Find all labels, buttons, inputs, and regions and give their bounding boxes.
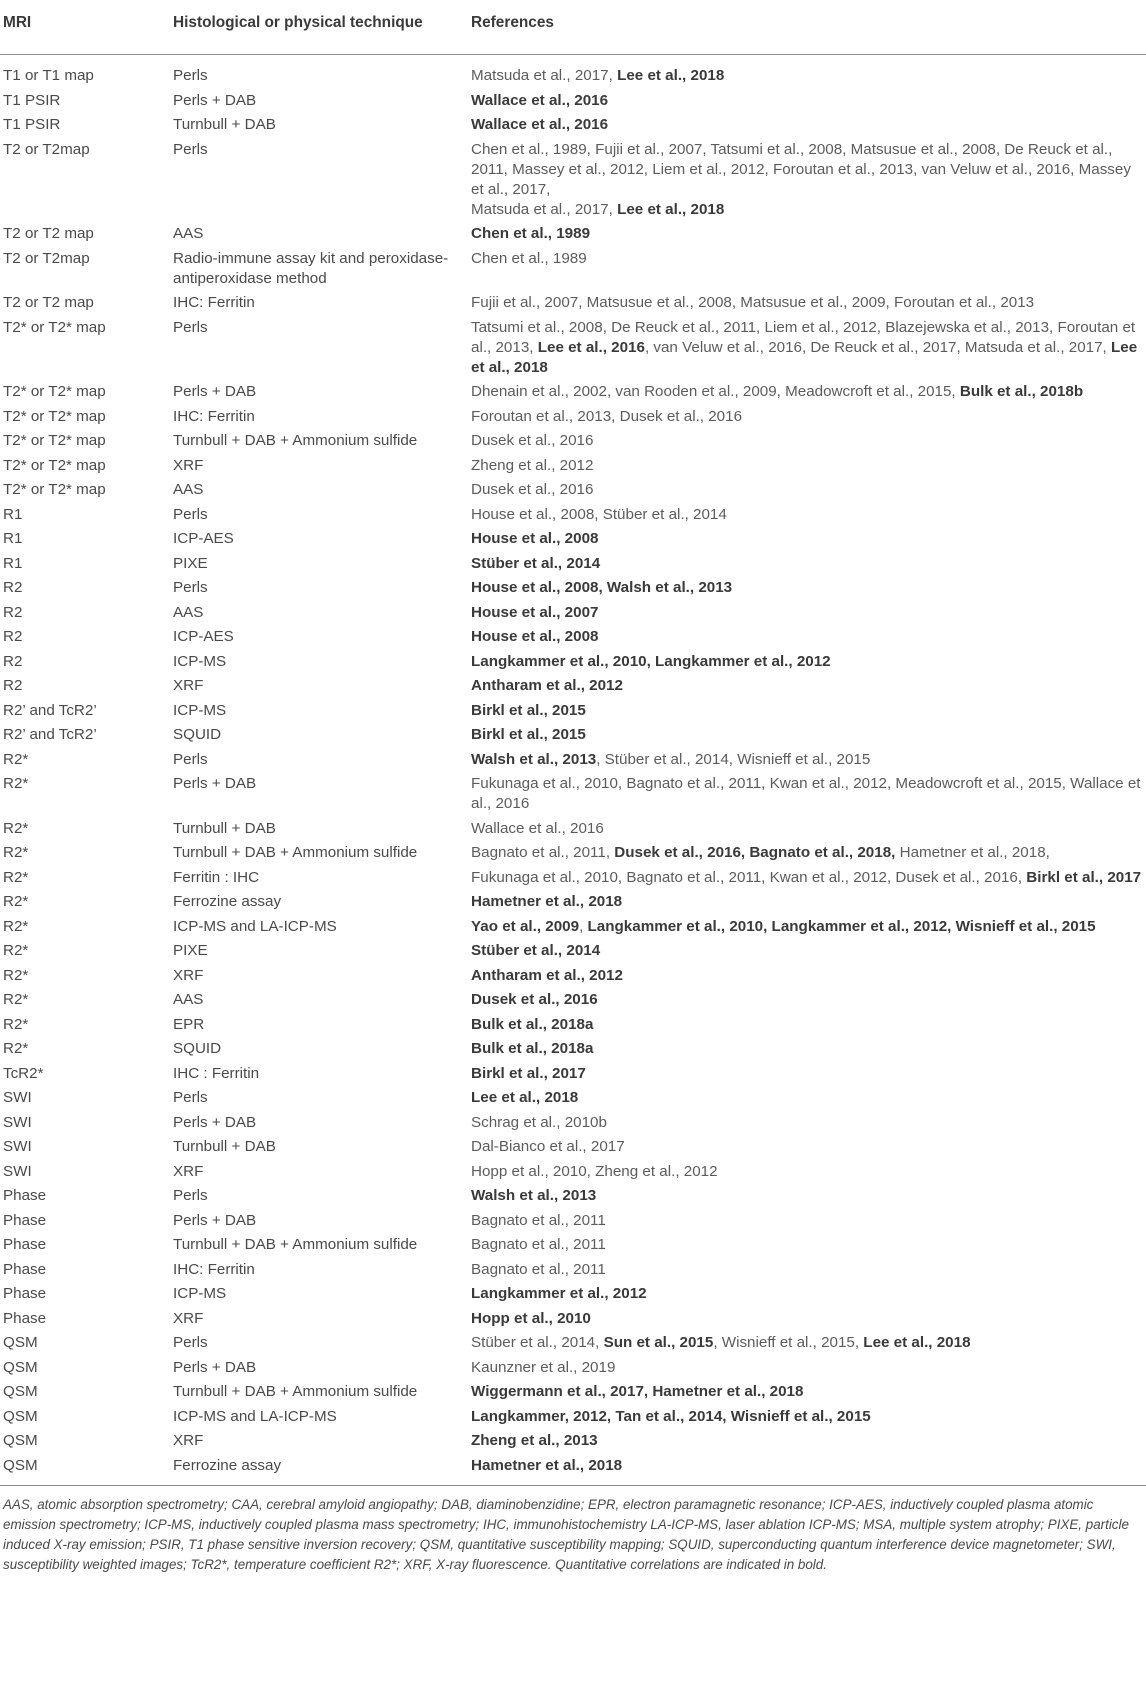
table-row bbox=[0, 113, 1146, 138]
cell-technique: Perls + DAB bbox=[173, 383, 257, 400]
cell-references bbox=[471, 625, 1146, 650]
cell-technique: SQUID bbox=[173, 1040, 222, 1057]
reference: Tatsumi et al., 2008, De Reuck et al., 2011, Liem et al., 2012, Blazejewska et al., 2013, Foroutan et al., 2013, bbox=[471, 318, 1136, 356]
cell-technique: AAS bbox=[173, 991, 204, 1008]
table-row bbox=[0, 1037, 1146, 1062]
reference-quantitative: Lee et al., 2018 bbox=[617, 67, 725, 84]
cell-mri: R2 bbox=[3, 628, 23, 645]
reference: Stüber et al., 2014, bbox=[471, 1334, 604, 1351]
cell-references bbox=[471, 1429, 1146, 1454]
cell-technique: IHC: Ferritin bbox=[173, 294, 255, 311]
cell-mri: R2* bbox=[3, 750, 29, 768]
cell-references bbox=[471, 1062, 1146, 1087]
cell-mri: R1 bbox=[3, 530, 23, 547]
reference: , Wisnieff et al., 2015, bbox=[713, 1334, 864, 1351]
cell-mri: R2* bbox=[3, 893, 29, 910]
cell-mri: T2* or T2* map bbox=[3, 383, 106, 400]
table-row bbox=[0, 915, 1146, 940]
reference: Fukunaga et al., 2010, Bagnato et al., 2011, Kwan et al., 2012, Meadowcroft et al., 2015, Wallace et al., 2016 bbox=[471, 775, 1141, 812]
reference: Bagnato et al., 2011 bbox=[471, 1236, 606, 1253]
reference: Hametner et al., 2018, bbox=[895, 844, 1050, 861]
cell-technique: Perls bbox=[173, 579, 208, 596]
cell-references bbox=[471, 772, 1146, 817]
cell-references bbox=[471, 699, 1146, 724]
cell-references bbox=[471, 988, 1146, 1013]
header-mri: MRI bbox=[0, 0, 173, 55]
cell-mri: QSM bbox=[0, 1454, 173, 1486]
reference: Schrag et al., 2010b bbox=[471, 1113, 607, 1131]
table-row bbox=[0, 1454, 1146, 1486]
reference-quantitative: House et al., 2007 bbox=[471, 603, 599, 621]
table-row bbox=[0, 1356, 1146, 1381]
table-row bbox=[0, 674, 1146, 699]
table-row bbox=[0, 988, 1146, 1013]
cell-references bbox=[471, 527, 1146, 552]
reference-quantitative: Yao et al., 2009 bbox=[471, 917, 580, 935]
table-row bbox=[0, 1209, 1146, 1234]
cell-technique: ICP-MS and LA-ICP-MS bbox=[173, 1407, 337, 1425]
cell-references bbox=[471, 964, 1146, 989]
cell-technique: Perls bbox=[173, 1187, 208, 1204]
cell-references bbox=[471, 1331, 1146, 1356]
cell-technique: Perls bbox=[173, 1089, 208, 1106]
cell-technique: EPR bbox=[173, 1015, 205, 1033]
reference-quantitative: Lee et al., 2018 bbox=[617, 200, 725, 218]
reference-quantitative: Walsh et al., 2013 bbox=[471, 750, 597, 768]
cell-mri: SWI bbox=[3, 1138, 32, 1155]
cell-references bbox=[471, 429, 1146, 454]
cell-technique: Ferrozine assay bbox=[173, 1454, 471, 1486]
cell-technique: AAS bbox=[173, 603, 204, 621]
cell-references bbox=[471, 1307, 1146, 1332]
reference-quantitative: Langkammer et al., 2010, Langkammer et al., 2012, Wisnieff et al., 2015 bbox=[587, 917, 1096, 935]
cell-technique: XRF bbox=[173, 1432, 204, 1449]
reference: Dusek et al., 2016 bbox=[471, 481, 594, 498]
cell-technique: Perls bbox=[173, 750, 208, 768]
table-row bbox=[0, 625, 1146, 650]
cell-references bbox=[471, 222, 1146, 247]
cell-technique: Perls bbox=[173, 140, 208, 158]
table-row bbox=[0, 222, 1146, 247]
cell-technique: ICP-MS bbox=[173, 1285, 227, 1302]
reference: Fujii et al., 2007, Matsusue et al., 2008, Matsusue et al., 2009, Foroutan et al., 2013 bbox=[471, 294, 1035, 311]
cell-references bbox=[471, 601, 1146, 626]
table-row bbox=[0, 316, 1146, 381]
cell-mri: T2* or T2* map bbox=[3, 318, 106, 336]
table-row bbox=[0, 1307, 1146, 1332]
cell-technique: PIXE bbox=[173, 554, 208, 572]
cell-references bbox=[471, 454, 1146, 479]
cell-technique: Turnbull + DAB + Ammonium sulfide bbox=[173, 1236, 418, 1253]
cell-mri: T1 PSIR bbox=[3, 116, 61, 133]
cell-mri: R1 bbox=[3, 505, 23, 523]
reference-quantitative: Sun et al., 2015 bbox=[603, 1334, 714, 1351]
table-row bbox=[0, 478, 1146, 503]
cell-references bbox=[471, 380, 1146, 405]
cell-technique: Turnbull + DAB + Ammonium sulfide bbox=[173, 1383, 418, 1400]
cell-references bbox=[471, 1209, 1146, 1234]
table-row bbox=[0, 1062, 1146, 1087]
cell-mri: R2’ and TcR2’ bbox=[3, 701, 97, 719]
table-row bbox=[0, 1331, 1146, 1356]
cell-references bbox=[471, 1233, 1146, 1258]
cell-technique: ICP-AES bbox=[173, 628, 234, 645]
cell-references bbox=[471, 478, 1146, 503]
cell-technique: Ferrozine assay bbox=[173, 893, 282, 910]
cell-references bbox=[471, 1037, 1146, 1062]
table-row bbox=[0, 964, 1146, 989]
cell-mri: R2 bbox=[3, 579, 23, 596]
cell-technique: ICP-MS bbox=[173, 652, 227, 670]
table-row bbox=[0, 429, 1146, 454]
table-row bbox=[0, 1184, 1146, 1209]
reference-quantitative: Lee et al., 2018 bbox=[471, 338, 1138, 376]
cell-technique: Perls + DAB bbox=[173, 1358, 257, 1376]
cell-references bbox=[471, 1135, 1146, 1160]
reference-quantitative: Bulk et al., 2018a bbox=[471, 1015, 594, 1033]
reference-quantitative: Zheng et al., 2013 bbox=[471, 1432, 598, 1449]
reference: Chen et al., 1989, Fujii et al., 2007, Tatsumi et al., 2008, Matsusue et al., 2008, De Reuck et al., 2011, Massey et al., 2012, Liem et al., 2012, Foroutan et al., 2013, van Veluw et al., 2016, Massey et al., 2017, bbox=[471, 140, 1131, 198]
cell-technique: Turnbull + DAB + Ammonium sulfide bbox=[173, 432, 418, 449]
reference-quantitative: Birkl et al., 2017 bbox=[1026, 868, 1142, 886]
cell-technique: ICP-AES bbox=[173, 530, 234, 547]
cell-mri: Phase bbox=[3, 1260, 47, 1278]
cell-mri: QSM bbox=[3, 1407, 38, 1425]
cell-references bbox=[471, 89, 1146, 114]
reference: Chen et al., 1989 bbox=[471, 249, 587, 267]
table-footnote: AAS, atomic absorption spectrometry; CAA, cerebral amyloid angiopathy; DAB, diaminobenzidine; EPR, electron paramagnetic resonance; ICP-AES, inductively coupled plasma atomic emission spectrometry; ICP-MS, inductively coupled plasma mass spectrometry; IHC, immunohistochemistry LA-ICP-MS, laser ablation ICP-MS; MSA, multiple system atrophy; PIXE, particle induced X-ray emission; PSIR, T1 phase sensitive inversion recovery; QSM, quantitative susceptibility mapping; SQUID, superconducting quantum interference device magnetometer; SWI, susceptibility weighted images; TcR2*, temperature coefficient R2*; XRF, X-ray fluorescence. Quantitative correlations are indicated in bold. bbox=[3, 1496, 1129, 1572]
table-row bbox=[0, 576, 1146, 601]
cell-technique: Perls + DAB bbox=[173, 91, 257, 109]
table-row bbox=[0, 1160, 1146, 1185]
reference-quantitative: Bulk et al., 2018a bbox=[471, 1040, 594, 1057]
cell-mri: R2’ and TcR2’ bbox=[3, 726, 97, 743]
table-row bbox=[0, 699, 1146, 724]
reference-quantitative: Birkl et al., 2015 bbox=[471, 701, 586, 719]
table-row bbox=[0, 380, 1146, 405]
cell-technique: Radio-immune assay kit and peroxidase-antiperoxidase method bbox=[173, 249, 449, 287]
cell-references bbox=[471, 650, 1146, 675]
cell-mri: R2* bbox=[3, 1015, 29, 1033]
reference-quantitative: Hopp et al., 2010 bbox=[471, 1309, 591, 1327]
table-row bbox=[0, 55, 1146, 89]
reference: Dhenain et al., 2002, van Rooden et al., 2009, Meadowcroft et al., 2015, bbox=[471, 383, 960, 400]
cell-references bbox=[471, 1380, 1146, 1405]
cell-technique: Perls bbox=[173, 318, 208, 336]
header-row bbox=[0, 0, 1146, 55]
cell-mri: Phase bbox=[3, 1236, 47, 1253]
cell-mri: SWI bbox=[3, 1162, 32, 1180]
cell-mri: R2* bbox=[3, 991, 29, 1008]
table-row bbox=[0, 939, 1146, 964]
cell-references bbox=[471, 817, 1146, 842]
reference-quantitative: Stüber et al., 2014 bbox=[471, 942, 601, 959]
cell-references bbox=[471, 316, 1146, 381]
cell-references bbox=[471, 748, 1146, 773]
reference-quantitative: House et al., 2008, Walsh et al., 2013 bbox=[471, 579, 733, 596]
reference-quantitative: House et al., 2008 bbox=[471, 628, 599, 645]
reference: Foroutan et al., 2013, Dusek et al., 2016 bbox=[471, 407, 743, 425]
cell-technique: AAS bbox=[173, 225, 204, 242]
cell-references bbox=[471, 113, 1146, 138]
table-row bbox=[0, 1233, 1146, 1258]
cell-mri: QSM bbox=[3, 1432, 38, 1449]
cell-references bbox=[471, 576, 1146, 601]
table-row bbox=[0, 1111, 1146, 1136]
reference-quantitative: Lee et al., 2018 bbox=[471, 1089, 579, 1106]
table-row bbox=[0, 1380, 1146, 1405]
cell-references bbox=[471, 890, 1146, 915]
cell-references bbox=[471, 1405, 1146, 1430]
cell-references bbox=[471, 674, 1146, 699]
table-row bbox=[0, 247, 1146, 292]
reference: House et al., 2008, Stüber et al., 2014 bbox=[471, 505, 727, 523]
cell-technique: XRF bbox=[173, 456, 204, 474]
cell-technique: Perls + DAB bbox=[173, 775, 257, 792]
table-row bbox=[0, 138, 1146, 223]
cell-mri: R2* bbox=[3, 775, 29, 792]
reference-quantitative: Hametner et al., 2018 bbox=[471, 1456, 623, 1474]
reference-quantitative: Dusek et al., 2016, Bagnato et al., 2018, bbox=[614, 844, 896, 861]
cell-technique: XRF bbox=[173, 966, 204, 984]
reference: , bbox=[579, 917, 588, 935]
cell-references bbox=[471, 503, 1146, 528]
table-row bbox=[0, 552, 1146, 577]
cell-references bbox=[471, 291, 1146, 316]
cell-mri: Phase bbox=[3, 1187, 47, 1204]
cell-technique: XRF bbox=[173, 1162, 204, 1180]
cell-mri: R2 bbox=[3, 652, 23, 670]
cell-mri: SWI bbox=[3, 1113, 32, 1131]
cell-technique: IHC : Ferritin bbox=[173, 1064, 260, 1082]
cell-mri: Phase bbox=[3, 1309, 47, 1327]
table-row bbox=[0, 1135, 1146, 1160]
reference: Dal-Bianco et al., 2017 bbox=[471, 1138, 625, 1155]
cell-technique: Turnbull + DAB bbox=[173, 1138, 276, 1155]
cell-technique: IHC: Ferritin bbox=[173, 1260, 255, 1278]
cell-references bbox=[471, 552, 1146, 577]
cell-mri: R2* bbox=[3, 819, 29, 837]
cell-technique: Ferritin : IHC bbox=[173, 868, 260, 886]
reference-quantitative: Antharam et al., 2012 bbox=[471, 966, 623, 984]
cell-technique: ICP-MS and LA-ICP-MS bbox=[173, 917, 337, 935]
reference-quantitative: Wiggermann et al., 2017, Hametner et al., 2018 bbox=[471, 1383, 804, 1400]
table-row bbox=[0, 527, 1146, 552]
reference-quantitative: Birkl et al., 2017 bbox=[471, 1064, 586, 1082]
cell-mri: Phase bbox=[3, 1285, 47, 1302]
cell-mri: T2 or T2map bbox=[3, 249, 90, 267]
table-row bbox=[0, 817, 1146, 842]
table-row bbox=[0, 405, 1146, 430]
cell-mri: QSM bbox=[3, 1334, 38, 1351]
table-row bbox=[0, 601, 1146, 626]
cell-technique: AAS bbox=[173, 481, 204, 498]
reference-quantitative: Langkammer et al., 2012 bbox=[471, 1285, 647, 1302]
table-row bbox=[0, 890, 1146, 915]
header-references: References bbox=[471, 0, 1146, 55]
table-row bbox=[0, 1282, 1146, 1307]
cell-technique: IHC: Ferritin bbox=[173, 407, 255, 425]
cell-mri: SWI bbox=[3, 1089, 32, 1106]
cell-mri: R2 bbox=[3, 677, 23, 694]
reference-quantitative: Bulk et al., 2018b bbox=[959, 383, 1084, 400]
table-row bbox=[0, 89, 1146, 114]
cell-technique: Perls bbox=[173, 67, 208, 84]
reference-quantitative: Walsh et al., 2013 bbox=[471, 1187, 597, 1204]
table-row bbox=[0, 1086, 1146, 1111]
cell-references bbox=[471, 1086, 1146, 1111]
cell-technique: SQUID bbox=[173, 726, 222, 743]
cell-references bbox=[471, 247, 1146, 292]
cell-references bbox=[471, 1111, 1146, 1136]
cell-references bbox=[471, 939, 1146, 964]
table-row bbox=[0, 748, 1146, 773]
cell-mri: R1 bbox=[3, 554, 23, 572]
reference: Hopp et al., 2010, Zheng et al., 2012 bbox=[471, 1162, 718, 1180]
reference: , Stüber et al., 2014, Wisnieff et al., 2015 bbox=[596, 750, 871, 768]
reference-quantitative: Langkammer et al., 2010, Langkammer et al., 2012 bbox=[471, 652, 831, 670]
table-row bbox=[0, 1258, 1146, 1283]
cell-mri: R2* bbox=[3, 966, 29, 984]
reference-quantitative: House et al., 2008 bbox=[471, 530, 599, 547]
reference: Wallace et al., 2016 bbox=[471, 819, 604, 837]
cell-references bbox=[471, 1160, 1146, 1185]
cell-technique: Turnbull + DAB bbox=[173, 819, 276, 837]
cell-technique: Turnbull + DAB bbox=[173, 116, 276, 133]
cell-technique: Perls + DAB bbox=[173, 1211, 257, 1229]
cell-references bbox=[471, 1454, 1146, 1486]
cell-references bbox=[471, 1013, 1146, 1038]
table-row bbox=[0, 1405, 1146, 1430]
cell-mri: QSM bbox=[3, 1358, 38, 1376]
cell-references bbox=[471, 405, 1146, 430]
cell-mri: T1 or T1 map bbox=[3, 67, 94, 84]
cell-technique: ICP-MS bbox=[173, 701, 227, 719]
reference-quantitative: Lee et al., 2018 bbox=[863, 1334, 971, 1351]
table-row bbox=[0, 1013, 1146, 1038]
cell-references bbox=[471, 723, 1146, 748]
cell-mri: R2* bbox=[3, 868, 29, 886]
reference-quantitative: Dusek et al., 2016 bbox=[471, 991, 598, 1008]
reference-quantitative: Hametner et al., 2018 bbox=[471, 893, 623, 910]
header-technique: Histological or physical technique bbox=[173, 0, 471, 55]
reference: Dusek et al., 2016 bbox=[471, 432, 594, 449]
reference-quantitative: Stüber et al., 2014 bbox=[471, 554, 601, 572]
cell-mri: R2* bbox=[3, 1040, 29, 1057]
table-row bbox=[0, 454, 1146, 479]
reference-quantitative: Antharam et al., 2012 bbox=[471, 677, 623, 694]
reference-quantitative: Lee et al., 2016 bbox=[537, 338, 645, 356]
cell-references bbox=[471, 915, 1146, 940]
cell-references bbox=[471, 138, 1146, 223]
reference: , van Veluw et al., 2016, De Reuck et al., 2017, Matsuda et al., 2017, bbox=[644, 338, 1111, 356]
reference-quantitative: Langkammer, 2012, Tan et al., 2014, Wisnieff et al., 2015 bbox=[471, 1407, 871, 1425]
cell-references bbox=[471, 1258, 1146, 1283]
reference-quantitative: Wallace et al., 2016 bbox=[471, 116, 609, 133]
cell-mri: T2 or T2map bbox=[3, 140, 90, 158]
reference: Bagnato et al., 2011, bbox=[471, 844, 615, 861]
reference: Zheng et al., 2012 bbox=[471, 456, 594, 474]
cell-mri: T2 or T2 map bbox=[3, 294, 94, 311]
table-row bbox=[0, 650, 1146, 675]
cell-mri: Phase bbox=[3, 1211, 47, 1229]
reference-quantitative: Birkl et al., 2015 bbox=[471, 726, 586, 743]
cell-technique: PIXE bbox=[173, 942, 208, 959]
reference: Bagnato et al., 2011 bbox=[471, 1260, 606, 1278]
table-row bbox=[0, 772, 1146, 817]
cell-references bbox=[471, 866, 1146, 891]
reference: Kaunzner et al., 2019 bbox=[471, 1358, 616, 1376]
cell-mri: T1 PSIR bbox=[3, 91, 61, 109]
table-body bbox=[0, 55, 1146, 1486]
cell-mri: T2* or T2* map bbox=[3, 407, 106, 425]
cell-mri: QSM bbox=[3, 1383, 38, 1400]
table-row bbox=[0, 841, 1146, 866]
cell-mri: T2* or T2* map bbox=[3, 432, 106, 449]
cell-mri: R2* bbox=[3, 917, 29, 935]
cell-technique: Perls + DAB bbox=[173, 1113, 257, 1131]
cell-references bbox=[471, 1282, 1146, 1307]
cell-technique: XRF bbox=[173, 1309, 204, 1327]
cell-mri: T2 or T2 map bbox=[3, 225, 94, 242]
table-row bbox=[0, 1429, 1146, 1454]
cell-references bbox=[471, 1184, 1146, 1209]
cell-technique: Turnbull + DAB + Ammonium sulfide bbox=[173, 844, 418, 861]
cell-references bbox=[471, 55, 1146, 89]
reference: Matsuda et al., 2017, bbox=[471, 67, 618, 84]
cell-mri: R2 bbox=[3, 603, 23, 621]
reference: Matsuda et al., 2017, bbox=[471, 200, 618, 218]
cell-mri: T2* or T2* map bbox=[3, 481, 106, 498]
cell-technique: XRF bbox=[173, 677, 204, 694]
table-row bbox=[0, 866, 1146, 891]
reference-quantitative: Chen et al., 1989 bbox=[471, 225, 591, 242]
reference-quantitative: Wallace et al., 2016 bbox=[471, 91, 609, 109]
cell-references bbox=[471, 1356, 1146, 1381]
table-row bbox=[0, 723, 1146, 748]
table-row bbox=[0, 503, 1146, 528]
table-row bbox=[0, 291, 1146, 316]
reference: Bagnato et al., 2011 bbox=[471, 1211, 606, 1229]
cell-mri: R2* bbox=[3, 942, 29, 959]
cell-technique: Perls bbox=[173, 1334, 208, 1351]
cell-mri: R2* bbox=[3, 844, 29, 861]
reference: Fukunaga et al., 2010, Bagnato et al., 2011, Kwan et al., 2012, Dusek et al., 2016, bbox=[471, 868, 1027, 886]
cell-mri: T2* or T2* map bbox=[3, 456, 106, 474]
cell-references bbox=[471, 841, 1146, 866]
table-header bbox=[0, 0, 1146, 55]
cell-mri: TcR2* bbox=[3, 1064, 44, 1082]
cell-technique: Perls bbox=[173, 505, 208, 523]
